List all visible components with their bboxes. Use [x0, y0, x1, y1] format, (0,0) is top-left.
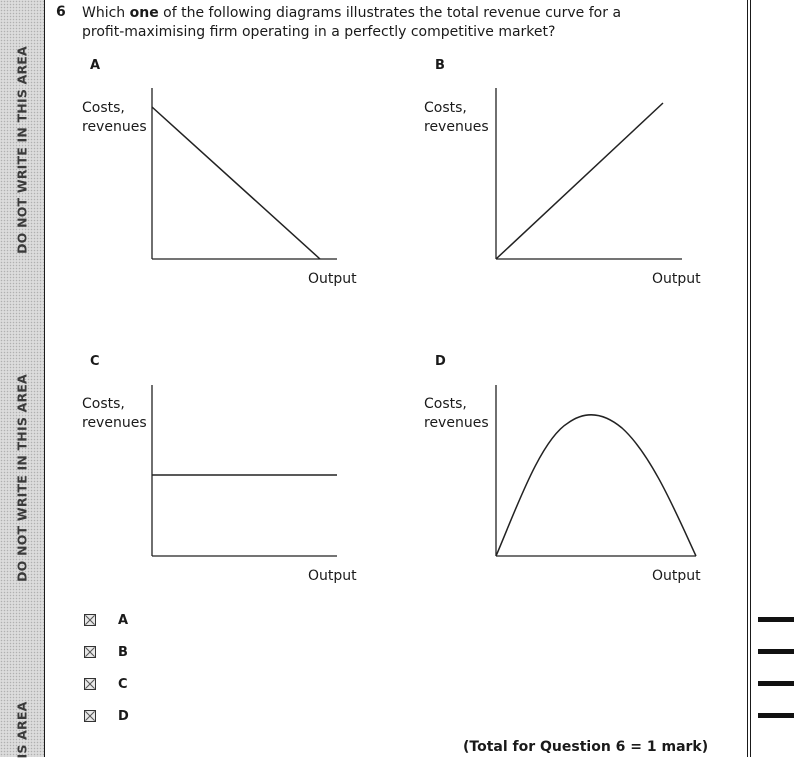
diagram-d-y-axis-label: Costs, revenues [424, 396, 489, 431]
diagram-a-y-axis-label: Costs, revenues [82, 100, 147, 135]
diagram-d-x-axis-label: Output [652, 568, 701, 584]
edge-marker-bar-1 [758, 617, 794, 622]
question-number: 6 [56, 4, 66, 20]
diagram-c-label: C [90, 354, 100, 369]
margin-warning-top: DO NOT WRITE IN THIS AREA [14, 46, 30, 254]
margin-warning-bottom: IS AREA [14, 701, 30, 758]
diagram-c-y-axis-label: Costs, revenues [82, 396, 147, 431]
option-c-label: C [118, 676, 128, 692]
option-d[interactable] [84, 708, 129, 724]
diagram-a-x-axis-label: Output [308, 271, 357, 287]
margin-warning-middle: DO NOT WRITE IN THIS AREA [14, 374, 30, 582]
option-d-label: D [118, 708, 129, 724]
question-text: Which one of the following diagrams illustrates the total revenue curve for a profit-maximising firm operating in a perfectly competitive market? [82, 5, 622, 40]
option-d-checkbox[interactable] [84, 710, 96, 722]
diagram-a-label: A [90, 58, 101, 73]
option-b[interactable] [84, 644, 128, 660]
diagram-d-curve [496, 415, 696, 556]
diagram-d-label: D [435, 354, 446, 369]
option-c[interactable] [84, 676, 128, 692]
diagram-b-y-axis-label: Costs, revenues [424, 100, 489, 135]
diagram-c-x-axis-label: Output [308, 568, 357, 584]
option-a-checkbox[interactable] [84, 614, 96, 626]
option-c-checkbox[interactable] [84, 678, 96, 690]
option-a-label: A [118, 612, 129, 628]
option-b-checkbox[interactable] [84, 646, 96, 658]
total-marks: (Total for Question 6 = 1 mark) [463, 739, 709, 755]
edge-marker-bar-4 [758, 713, 794, 718]
diagram-b-x-axis-label: Output [652, 271, 701, 287]
option-a[interactable] [84, 612, 128, 628]
edge-marker-bar-2 [758, 649, 794, 654]
option-b-label: B [118, 644, 128, 660]
edge-marker-bar-3 [758, 681, 794, 686]
diagram-b-label: B [435, 58, 445, 73]
